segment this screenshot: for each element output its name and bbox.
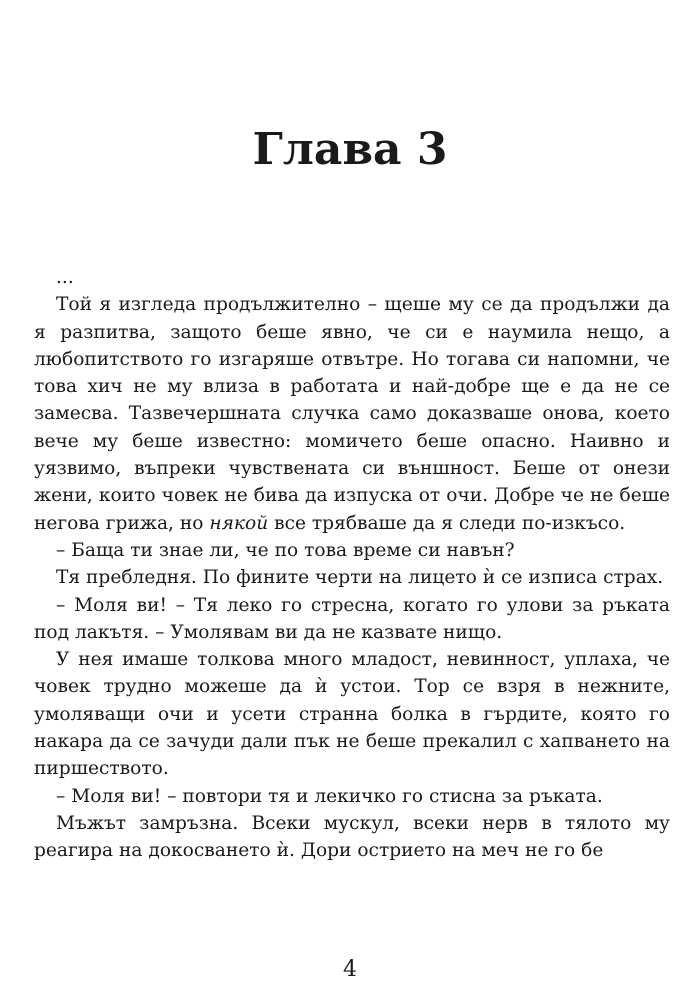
paragraph-1-part-b: все трябваше да я следи по-изкъсо. <box>268 512 626 534</box>
paragraph-ellipsis: ... <box>56 267 74 288</box>
paragraph-5: У нея имаше толкова много младост, невинност, уплаха, че човек трудно можеше да ѝ устои. Тор се взря в нежните, умоляващи очи и усети странна болка в гърдите, която го накара да се зачуди дали пък не беше прекалил с хапването на пиршеството. <box>34 649 670 780</box>
paragraph-2: – Баща ти знае ли, че по това време си навън? <box>56 539 515 561</box>
paragraph-6: – Моля ви! – повтори тя и лекичко го стисна за ръката. <box>56 785 603 807</box>
emphasis-word: някой <box>209 512 269 534</box>
paragraph-1-part-a: Той я изгледа продължително – щеше му се да продължи да я разпитва, защото беше явно, че си е наумила нещо, а любопитството го изгаряше отвътре. Но тогава си напомни, че това хич не му влиза в работата и най-добре ще е да не се замесва. Тазвечершната случка само доказваше онова, което вече му беше известно: момичето беше опасно. Наивно и уязвимо, въпреки чувствената си външност. Беше от онези жени, които човек не бива да изпуска от очи. Добре че не беше негова грижа, но <box>34 294 670 534</box>
paragraph-3: Тя пребледня. По фините черти на лицето ѝ се изписа страх. <box>56 567 664 589</box>
body-text <box>34 264 670 865</box>
paragraph-4: – Моля ви! – Тя леко го стресна, когато го улови за ръката под лакътя. – Умолявам ви да не казвате нищо. <box>34 594 670 643</box>
page-number: 4 <box>343 957 357 982</box>
chapter-title: Глава 3 <box>252 124 448 175</box>
paragraph-7: Мъжът замръзна. Всеки мускул, всеки нерв в тялото му реагира на докосването ѝ. Дори острието на меч не го бе <box>34 812 670 862</box>
paragraph-1 <box>34 291 670 537</box>
